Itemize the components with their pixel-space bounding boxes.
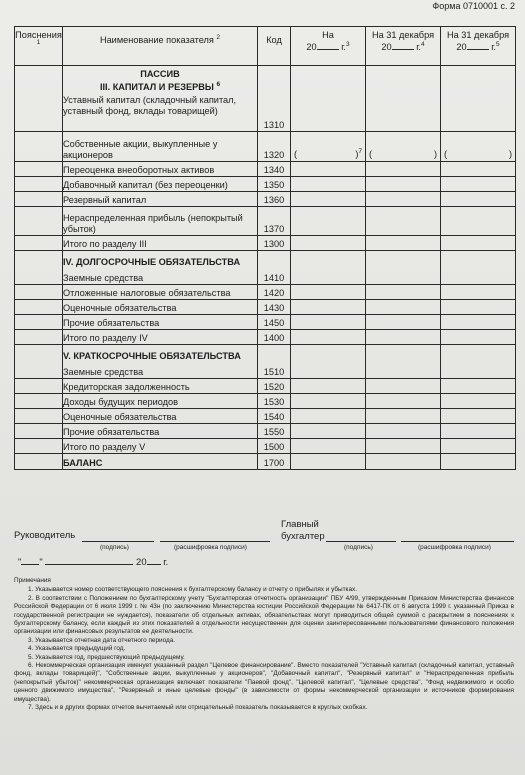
value-cell[interactable] — [441, 66, 516, 132]
value-cell[interactable] — [291, 394, 366, 409]
header-period-1: На 20 г.$^3$ — [291, 27, 366, 66]
row-name: Кредиторская задолженность — [63, 379, 258, 394]
head-signature-line[interactable] — [82, 541, 154, 542]
footnote: 6. Некоммерческая организация именует указанный раздел "Целевое финансирование". Вместо показателей "Уставный капитал (складочный капитал, уставный фонд, вклады товарищей)", "Собственные акции, выкупленные у акционеров", "Добавочный капитал", "Резервный капитал" и "Нераспределенная прибыль (непокрытый убыток)" некоммерческая организация включает показатели "Паевой фонд", "Целевой капитал", "Целевые средства", "Фонд недвижимого и особо ценного движимого имущества", "Резервный и иные целевые фонды" (в зависимости от формы некоммерческой организации и источников формирования имущества). — [14, 662, 514, 703]
row-code: 1360 — [258, 192, 291, 207]
table-row — [15, 300, 516, 315]
chief-decode-line[interactable] — [401, 541, 514, 542]
table-row — [15, 132, 516, 162]
row-name — [63, 251, 258, 285]
row-name-text: Уставный капитал (складочный капитал, уставный фонд, вклады товарищей) — [63, 95, 237, 116]
value-cell[interactable] — [441, 330, 516, 345]
row-code: 1510 — [258, 345, 291, 379]
row-code: 1420 — [258, 285, 291, 300]
row-name-text: Заемные средства — [63, 367, 144, 377]
chief-decode-caption: (расшифровка подписи) — [418, 544, 491, 551]
section-5-title: V. КРАТКОСРОЧНЫЕ ОБЯЗАТЕЛЬСТВА — [63, 351, 241, 361]
value-cell[interactable] — [291, 207, 366, 236]
value-cell[interactable] — [291, 379, 366, 394]
value-cell[interactable] — [291, 192, 366, 207]
value-cell[interactable] — [366, 424, 441, 439]
footnote: 7. Здесь и в других формах отчетов вычитаемый или отрицательный показатель показывается в круглых скобках. — [28, 704, 368, 712]
table-row — [15, 394, 516, 409]
balance-table — [14, 26, 516, 470]
table-row — [15, 345, 516, 379]
row-name: Итого по разделу V — [63, 439, 258, 454]
table-row — [15, 424, 516, 439]
row-code: 1300 — [258, 236, 291, 251]
value-cell[interactable] — [366, 345, 441, 379]
table-row — [15, 379, 516, 394]
row-code: 1550 — [258, 424, 291, 439]
value-cell[interactable] — [441, 454, 516, 470]
table-row — [15, 285, 516, 300]
row-name — [63, 345, 258, 379]
table-row — [15, 315, 516, 330]
value-cell[interactable] — [441, 177, 516, 192]
header-period-3: На 31 декабря 20 г.$^5$ — [441, 27, 516, 66]
value-cell[interactable] — [366, 439, 441, 454]
row-name: Оценочные обязательства — [63, 409, 258, 424]
row-code: 1530 — [258, 394, 291, 409]
value-cell[interactable] — [441, 394, 516, 409]
note-cell — [15, 66, 63, 132]
value-cell[interactable] — [291, 162, 366, 177]
row-name: Собственные акции, выкупленные у акционеров — [63, 132, 258, 162]
table-row — [15, 409, 516, 424]
head-signature-caption: (подпись) — [100, 544, 129, 551]
table-header-row — [15, 27, 516, 66]
table-row — [15, 251, 516, 285]
value-cell[interactable] — [291, 66, 366, 132]
table-row-balance — [15, 454, 516, 470]
row-name: Добавочный капитал (без переоценки) — [63, 177, 258, 192]
value-cell[interactable] — [291, 454, 366, 470]
section-passiv-title: ПАССИВ — [140, 69, 180, 79]
value-cell[interactable] — [366, 162, 441, 177]
head-decode-line[interactable] — [160, 541, 270, 542]
value-cell[interactable] — [441, 315, 516, 330]
value-cell[interactable] — [441, 192, 516, 207]
row-code: 1340 — [258, 162, 291, 177]
date-field: " " 20 г. — [18, 557, 169, 568]
value-cell[interactable] — [441, 345, 516, 379]
head-decode-caption: (расшифровка подписи) — [174, 544, 247, 551]
value-cell[interactable] — [441, 379, 516, 394]
value-cell[interactable] — [366, 330, 441, 345]
header-name: Наименование показателя $^2$ — [63, 27, 258, 66]
value-cell[interactable]: ( ) — [441, 132, 516, 162]
value-cell[interactable] — [366, 207, 441, 236]
row-code: 1310 — [258, 66, 291, 132]
value-cell[interactable] — [441, 300, 516, 315]
value-cell[interactable] — [366, 285, 441, 300]
form-number: Форма 0710001 с. 2 — [432, 1, 515, 11]
row-name: Прочие обязательства — [63, 424, 258, 439]
value-cell[interactable] — [291, 345, 366, 379]
value-cell[interactable] — [366, 394, 441, 409]
header-code: Код — [258, 27, 291, 66]
row-name: Отложенные налоговые обязательства — [63, 285, 258, 300]
table-row — [15, 192, 516, 207]
value-cell[interactable] — [291, 177, 366, 192]
value-cell[interactable] — [291, 330, 366, 345]
footnote: 5. Указывается год, предшествующий предыдущему. — [28, 653, 185, 661]
section-3-title: III. КАПИТАЛ И РЕЗЕРВЫ $^6$ — [99, 80, 221, 92]
value-cell[interactable] — [366, 66, 441, 132]
date-month-blank[interactable] — [45, 564, 133, 565]
value-cell[interactable] — [441, 207, 516, 236]
date-year-blank[interactable] — [147, 564, 161, 565]
value-cell[interactable] — [366, 251, 441, 285]
row-code: 1400 — [258, 330, 291, 345]
row-code: 1520 — [258, 379, 291, 394]
value-cell[interactable] — [441, 162, 516, 177]
value-cell[interactable] — [291, 236, 366, 251]
value-cell[interactable] — [291, 285, 366, 300]
value-cell[interactable] — [441, 439, 516, 454]
value-cell[interactable] — [366, 300, 441, 315]
row-code: 1540 — [258, 409, 291, 424]
value-cell[interactable]: ( )$^7$ — [291, 132, 366, 162]
table-row — [15, 236, 516, 251]
footnote: 4. Указывается предыдущий год. — [28, 645, 126, 653]
chief-signature-line[interactable] — [326, 541, 396, 542]
row-name: Резервный капитал — [63, 192, 258, 207]
row-code: 1450 — [258, 315, 291, 330]
footnotes — [14, 577, 514, 713]
value-cell[interactable] — [366, 409, 441, 424]
row-code: 1350 — [258, 177, 291, 192]
value-cell[interactable] — [441, 236, 516, 251]
value-cell[interactable] — [291, 315, 366, 330]
row-name: Прочие обязательства — [63, 315, 258, 330]
value-cell[interactable] — [291, 409, 366, 424]
section-4-title: IV. ДОЛГОСРОЧНЫЕ ОБЯЗАТЕЛЬСТВА — [63, 257, 241, 267]
row-name-text: Заемные средства — [63, 273, 144, 283]
chief-signature-caption: (подпись) — [344, 544, 373, 551]
value-cell[interactable] — [366, 177, 441, 192]
value-cell[interactable] — [441, 409, 516, 424]
chief-accountant-label: Главный бухгалтер — [281, 519, 325, 542]
header-period-2: На 31 декабря 20 г.$^4$ — [366, 27, 441, 66]
row-name: Доходы будущих периодов — [63, 394, 258, 409]
value-cell[interactable] — [366, 454, 441, 470]
head-label: Руководитель — [14, 530, 76, 541]
value-cell[interactable] — [366, 315, 441, 330]
footnote: 2. В соответствии с Положением по бухгалтерскому учету "Бухгалтерская отчетность организации" ПБУ 4/99, утвержденным Приказом Министерства финансов Российской Федерации от 6 июля 1999 г. № 43н (по заключению Министерства юстиции Российской Федерации № 6417-ПК от 6 августа 1999 г. указанный Приказ в государственной регистрации не нуждается), показатели об отдельных активах, обязательствах могут приводиться общей суммой с раскрытием в пояснениях к бухгалтерскому балансу, если каждый из этих показателей в отдельности несущественен для оценки заинтересованными пользователями финансового положения организации или финансовых результатов ее деятельности. — [14, 594, 514, 636]
row-code: 1320 — [258, 132, 291, 162]
row-name: БАЛАНС — [63, 454, 258, 470]
value-cell[interactable] — [441, 424, 516, 439]
value-cell[interactable] — [291, 439, 366, 454]
value-cell[interactable] — [291, 424, 366, 439]
row-code: 1500 — [258, 439, 291, 454]
table-row — [15, 330, 516, 345]
note-cell — [15, 132, 63, 162]
value-cell[interactable] — [366, 192, 441, 207]
table-row — [15, 207, 516, 236]
row-code: 1370 — [258, 207, 291, 236]
row-code: 1700 — [258, 454, 291, 470]
value-cell[interactable] — [291, 300, 366, 315]
row-name: Оценочные обязательства — [63, 300, 258, 315]
row-code: 1410 — [258, 251, 291, 285]
footnote: 1. Указывается номер соответствующего пояснения к бухгалтерскому балансу и отчету о прибылях и убытках. — [28, 586, 358, 594]
footnotes-title: Примечания — [14, 577, 51, 584]
row-code: 1430 — [258, 300, 291, 315]
table-row — [15, 439, 516, 454]
row-name: Итого по разделу III — [63, 236, 258, 251]
value-cell[interactable] — [366, 236, 441, 251]
table-row — [15, 177, 516, 192]
value-cell[interactable]: ( ) — [366, 132, 441, 162]
header-notes: Пояснения $^1$ — [15, 27, 63, 66]
value-cell[interactable] — [366, 379, 441, 394]
value-cell[interactable] — [441, 251, 516, 285]
row-name: Нераспределенная прибыль (непокрытый убыток) — [63, 207, 258, 236]
value-cell[interactable] — [291, 251, 366, 285]
date-day-blank[interactable] — [21, 564, 39, 565]
footnote: 3. Указывается отчетная дата отчетного периода. — [28, 636, 176, 644]
value-cell[interactable] — [441, 285, 516, 300]
table-row — [15, 66, 516, 132]
row-name — [63, 66, 258, 132]
row-name: Переоценка внеоборотных активов — [63, 162, 258, 177]
row-name: Итого по разделу IV — [63, 330, 258, 345]
table-row — [15, 162, 516, 177]
